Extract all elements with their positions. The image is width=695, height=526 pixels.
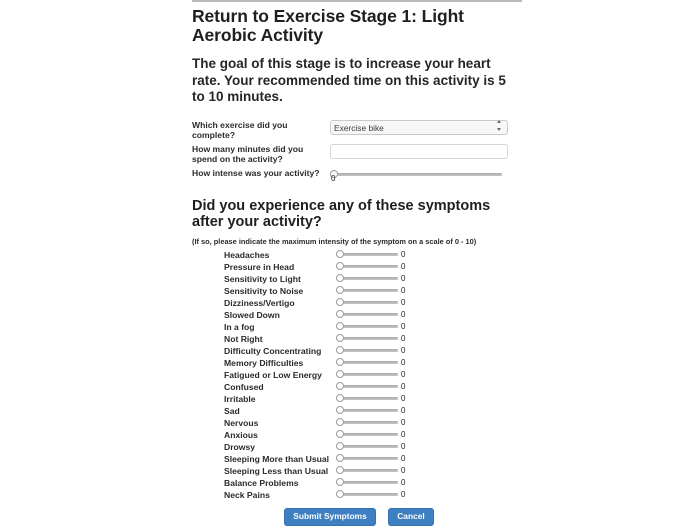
slider-track [336,433,398,436]
symptom-value: 0 [401,346,406,355]
slider-thumb[interactable] [336,406,344,414]
symptom-slider[interactable] [336,394,398,403]
intensity-field [330,166,522,184]
slider-track [336,409,398,412]
minutes-row [192,142,522,164]
symptom-row [192,381,522,393]
slider-thumb[interactable] [336,466,344,474]
slider-track [336,385,398,388]
symptom-label: Dizziness/Vertigo [224,297,295,308]
slider-thumb[interactable] [336,286,344,294]
symptom-row [192,333,522,345]
symptom-slider[interactable] [336,286,398,295]
slider-thumb[interactable] [336,358,344,366]
slider-track [336,313,398,316]
slider-track [336,445,398,448]
symptom-slider[interactable] [336,346,398,355]
symptom-label: Difficulty Concentrating [224,345,322,356]
symptom-row [192,393,522,405]
symptom-row [192,273,522,285]
slider-track [330,173,502,176]
slider-track [336,337,398,340]
symptoms-note: (If so, please indicate the maximum intensity of the symptom on a scale of 0 - 10) [192,236,477,246]
intro-paragraph: The goal of this stage is to increase your heart rate. Your recommended time on this activity is 5 to 10 minutes. [192,56,506,104]
slider-thumb[interactable] [336,298,344,306]
symptom-label: Neck Pains [224,489,270,500]
slider-thumb[interactable] [336,490,344,498]
symptom-label: Irritable [224,393,256,404]
symptom-slider[interactable] [336,310,398,319]
symptom-label: Anxious [224,429,258,440]
symptom-row [192,489,522,501]
symptom-slider[interactable] [336,406,398,415]
symptom-value: 0 [401,430,406,439]
intensity-row [192,166,522,184]
symptom-value: 0 [401,490,406,499]
symptom-list [192,249,522,501]
symptom-row [192,357,522,369]
symptom-value: 0 [401,250,406,259]
submit-symptoms-button[interactable]: Submit Symptoms [284,508,376,526]
symptom-value: 0 [401,418,406,427]
symptom-label: Sensitivity to Light [224,273,301,284]
exercise-select[interactable] [330,120,508,135]
slider-thumb[interactable] [336,274,344,282]
symptom-row [192,285,522,297]
symptom-slider[interactable] [336,262,398,271]
slider-track [336,481,398,484]
symptom-slider[interactable] [336,442,398,451]
slider-track [336,493,398,496]
symptom-slider[interactable] [336,466,398,475]
symptom-value: 0 [401,262,406,271]
minutes-input[interactable] [330,144,508,159]
symptom-row [192,429,522,441]
symptom-row [192,453,522,465]
symptoms-heading: Did you experience any of these symptoms after your activity? [192,197,491,230]
symptom-value: 0 [401,478,406,487]
slider-track [336,253,398,256]
symptom-slider[interactable] [336,490,398,499]
symptom-value: 0 [401,322,406,331]
symptom-value: 0 [401,286,406,295]
symptom-label: Drowsy [224,441,256,452]
symptom-row [192,321,522,333]
symptom-value: 0 [401,454,406,463]
slider-thumb[interactable] [336,370,344,378]
symptom-label: Sleeping More than Usual [224,453,330,464]
slider-track [336,421,398,424]
symptom-value: 0 [401,406,406,415]
symptom-row [192,477,522,489]
symptom-slider[interactable] [336,478,398,487]
slider-track [336,325,398,328]
slider-thumb[interactable] [336,346,344,354]
symptom-row [192,309,522,321]
slider-track [336,457,398,460]
symptom-slider[interactable] [336,298,398,307]
exercise-select-wrap [330,118,508,136]
symptom-label: Sleeping Less than Usual [224,465,329,476]
symptom-value: 0 [401,298,406,307]
symptom-label: Sad [224,405,240,416]
symptom-label: Pressure in Head [224,261,295,272]
symptom-slider[interactable] [336,334,398,343]
activity-form [192,118,522,184]
symptom-label: Confused [224,381,264,392]
slider-track [336,397,398,400]
symptom-slider[interactable] [336,274,398,283]
symptom-value: 0 [401,394,406,403]
symptom-row [192,261,522,273]
symptom-label: Memory Difficulties [224,357,304,368]
symptom-value: 0 [401,334,406,343]
slider-thumb[interactable] [336,442,344,450]
slider-thumb[interactable] [336,262,344,270]
symptom-slider[interactable] [336,322,398,331]
minutes-question-label: How many minutes did you spend on the activity? [192,143,304,164]
symptom-row [192,369,522,381]
slider-track [336,265,398,268]
symptom-value: 0 [401,370,406,379]
intensity-value: 0 [331,173,336,183]
symptom-label: Nervous [224,417,259,428]
symptom-slider[interactable] [336,454,398,463]
slider-track [336,373,398,376]
intensity-slider[interactable] [330,170,502,179]
symptom-label: Fatigued or Low Energy [224,369,322,380]
slider-track [336,349,398,352]
symptom-row [192,297,522,309]
slider-thumb[interactable] [336,394,344,402]
symptom-row [192,249,522,261]
symptom-value: 0 [401,310,406,319]
symptom-label: Balance Problems [224,477,299,488]
symptom-label: Not Right [224,333,263,344]
symptom-value: 0 [401,442,406,451]
slider-thumb[interactable] [336,334,344,342]
slider-thumb[interactable] [336,430,344,438]
symptom-value: 0 [401,466,406,475]
symptom-row [192,465,522,477]
slider-thumb[interactable] [336,250,344,258]
symptom-label: In a fog [224,321,255,332]
slider-thumb[interactable] [336,478,344,486]
slider-thumb[interactable] [336,418,344,426]
form-content [192,0,522,526]
symptom-label: Headaches [224,249,270,260]
slider-track [336,469,398,472]
form-actions [192,506,522,526]
exercise-field [330,118,522,136]
symptom-row [192,345,522,357]
symptom-value: 0 [401,382,406,391]
symptom-slider[interactable] [336,430,398,439]
symptom-value: 0 [401,274,406,283]
symptom-label: Sensitivity to Noise [224,285,304,296]
symptom-slider[interactable] [336,418,398,427]
page-title: Return to Exercise Stage 1: Light Aerobic Activity [192,6,464,45]
symptom-value: 0 [401,358,406,367]
slider-track [336,301,398,304]
symptom-label: Slowed Down [224,309,280,320]
slider-thumb[interactable] [336,310,344,318]
exercise-question-label: Which exercise did you complete? [192,119,288,140]
symptom-slider[interactable] [336,382,398,391]
symptom-row [192,417,522,429]
slider-thumb[interactable] [336,454,344,462]
slider-thumb[interactable] [336,382,344,390]
symptom-slider[interactable] [336,250,398,259]
symptom-slider[interactable] [336,358,398,367]
slider-thumb[interactable] [336,322,344,330]
symptom-slider[interactable] [336,370,398,379]
slider-track [336,361,398,364]
symptom-row [192,405,522,417]
symptom-row [192,441,522,453]
intensity-question-label: How intense was your activity? [192,167,320,178]
minutes-field [330,142,522,160]
exercise-row [192,118,522,140]
cancel-button[interactable]: Cancel [388,508,433,526]
slider-track [336,289,398,292]
slider-track [336,277,398,280]
